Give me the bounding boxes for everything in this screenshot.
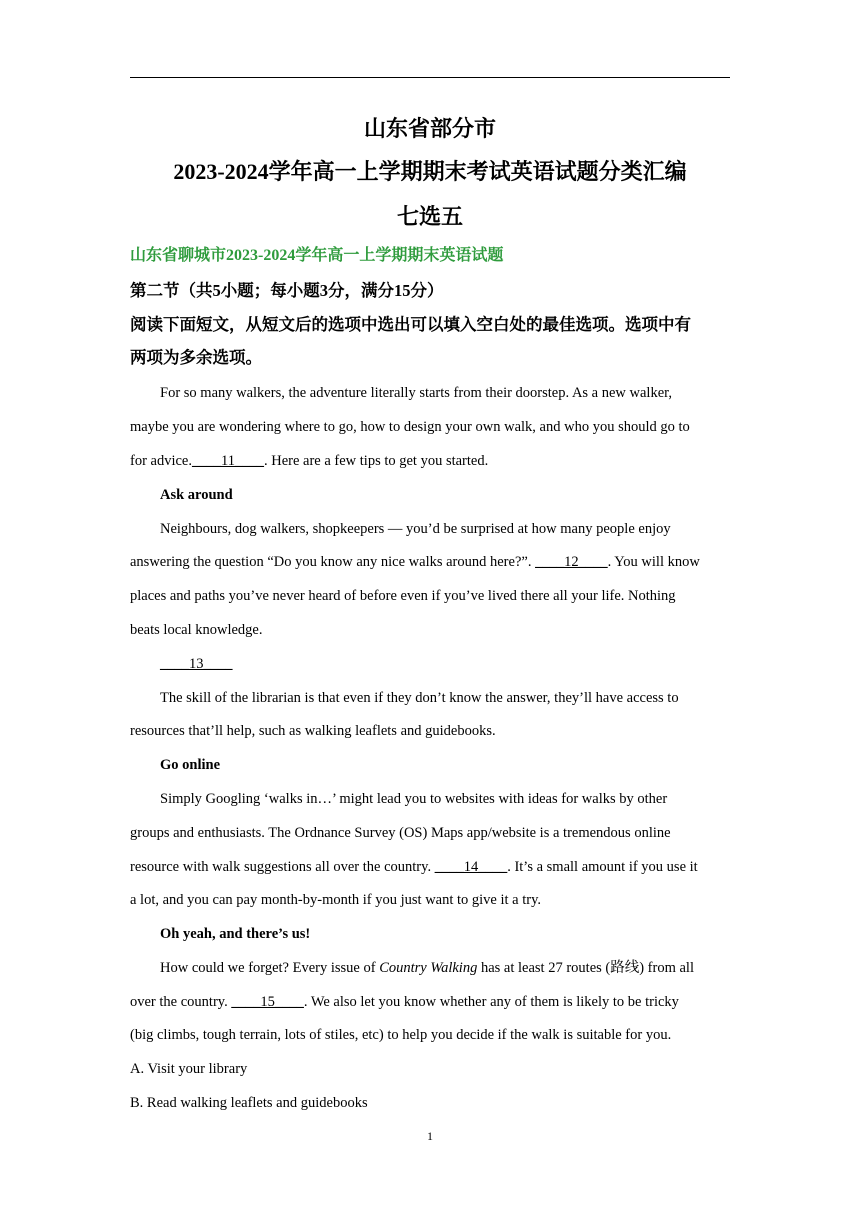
blank-11: ____11____	[192, 453, 264, 469]
section-heading: 第二节（共5小题；每小题3分，满分15分）	[130, 281, 444, 300]
magazine-title: Country Walking	[379, 960, 478, 976]
paragraph-line: beats local knowledge.	[130, 622, 263, 638]
paragraph-line: resources that’ll help, such as walking leaflets and guidebooks.	[130, 723, 496, 739]
paragraph-line: How could we forget? Every issue of Country Walking has at least 27 routes (路线) from all	[160, 960, 694, 976]
paragraph-line: over the country. ____15____. We also let you know whether any of them is likely to be tricky	[130, 994, 679, 1010]
blank-14: ____14____	[434, 859, 508, 875]
paragraph-line: a lot, and you can pay month-by-month if you just want to give it a try.	[130, 892, 542, 908]
blank-12: ____12____	[535, 554, 608, 570]
paragraph-line: (big climbs, tough terrain, lots of stiles, etc) to help you decide if the walk is suitable for you.	[130, 1027, 672, 1043]
instruction-line-1: 阅读下面短文，从短文后的选项中选出可以填入空白处的最佳选项。选项中有	[130, 315, 691, 334]
paragraph-line: Neighbours, dog walkers, shopkeepers — you’d be surprised at how many people enjoy	[160, 521, 671, 537]
title-province: 山东省部分市	[363, 116, 496, 141]
paragraph-line: places and paths you’ve never heard of before even if you’ve lived there all your life. Nothing	[130, 588, 676, 604]
paragraph-line: For so many walkers, the adventure literally starts from their doorstep. As a new walker,	[160, 385, 673, 401]
heading-ask-around: Ask around	[160, 487, 233, 503]
page-number: 1	[427, 1129, 433, 1143]
paragraph-line: maybe you are wondering where to go, how to design your own walk, and who you should go to	[130, 419, 690, 435]
instruction-line-2: 两项为多余选项。	[130, 348, 262, 367]
paragraph-line: resource with walk suggestions all over the country. ____14____. It’s a small amount if you use it	[130, 859, 698, 875]
title-type: 七选五	[396, 204, 463, 229]
heading-theres-us: Oh yeah, and there’s us!	[160, 926, 311, 942]
paragraph-line: groups and enthusiasts. The Ordnance Survey (OS) Maps app/website is a tremendous online	[130, 825, 671, 841]
blank-15: ____15____	[231, 994, 304, 1010]
paragraph-line: answering the question “Do you know any nice walks around here?”. ____12____. You will know	[130, 554, 700, 570]
option-a: A. Visit your library	[130, 1061, 248, 1077]
paragraph-line: Simply Googling ‘walks in…’ might lead you to websites with ideas for walks by other	[160, 791, 668, 807]
option-b: B. Read walking leaflets and guidebooks	[130, 1095, 368, 1111]
header-rule	[130, 77, 730, 78]
heading-go-online: Go online	[160, 757, 221, 773]
blank-13: ____13____	[160, 656, 233, 672]
source-heading: 山东省聊城市2023-2024学年高一上学期期末英语试题	[130, 247, 504, 264]
paragraph-line: The skill of the librarian is that even if they don’t know the answer, they’ll have access to	[160, 690, 679, 706]
paragraph-line: for advice.____11____. Here are a few tips to get you started.	[130, 453, 489, 469]
title-exam: 2023-2024学年高一上学期期末考试英语试题分类汇编	[173, 159, 687, 184]
